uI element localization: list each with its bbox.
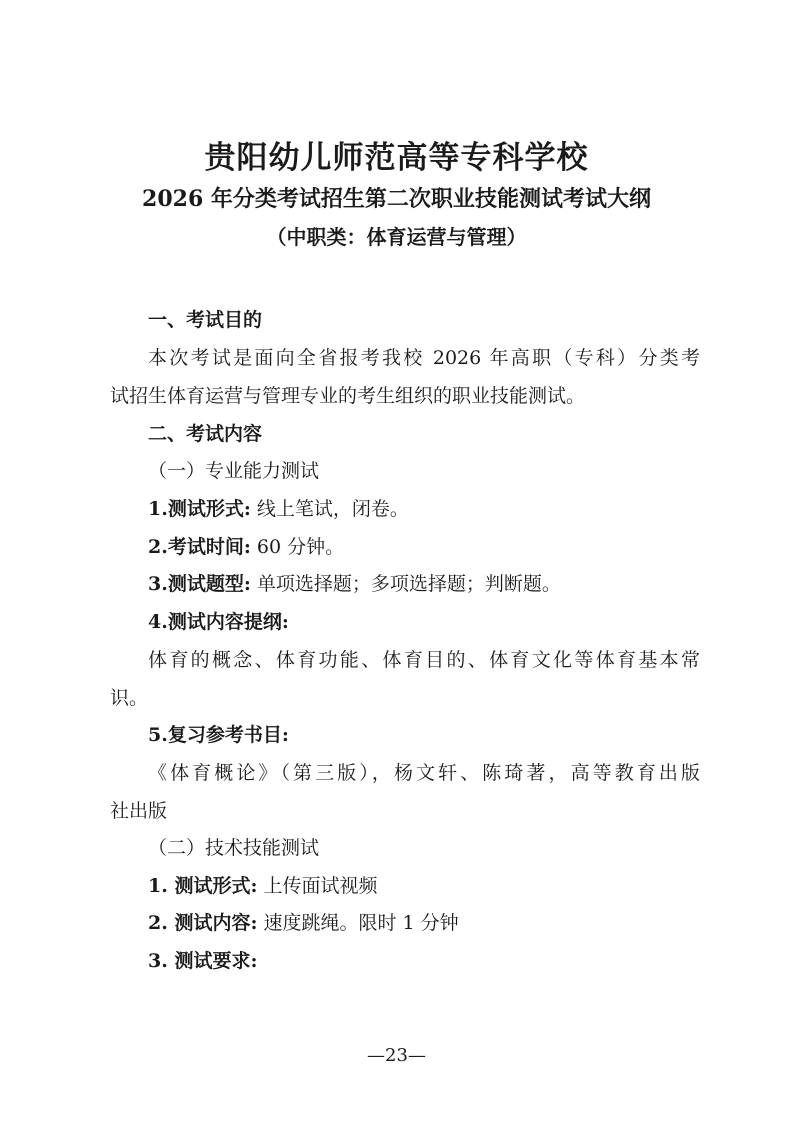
item-label: 2.考试时间: (148, 536, 251, 558)
outline-title: 2026 年分类考试招生第二次职业技能测试考试大纲 (142, 186, 651, 212)
item-skills-form (148, 872, 378, 900)
section-heading-purpose: 一、考试目的 (148, 309, 263, 331)
books-paragraph-line-2: 社出版 (110, 800, 168, 822)
item-value: 速度跳绳。限时 1 分钟 (263, 912, 459, 934)
item-label: 3.测试题型: (148, 573, 251, 595)
item-value: 上传面试视频 (263, 875, 378, 897)
purpose-paragraph-line-1: 本次考试是面向全省报考我校 2026 年高职（专科）分类考 (148, 347, 700, 369)
page-number: —23— (367, 1045, 426, 1066)
item-label: 1. 测试形式: (148, 875, 258, 897)
item-value: 60 分钟。 (256, 536, 345, 558)
outline-paragraph-line-2: 识。 (110, 687, 149, 709)
item-value: 单项选择题；多项选择题；判断题。 (256, 573, 561, 595)
subsection-heading-professional: （一）专业能力测试 (148, 460, 320, 482)
item-value: 线上笔试，闭卷。 (256, 498, 409, 520)
purpose-paragraph-line-2: 试招生体育运营与管理专业的考生组织的职业技能测试。 (110, 385, 586, 407)
section-heading-content: 二、考试内容 (148, 423, 263, 445)
item-label: 2. 测试内容: (148, 912, 258, 934)
item-skills-requirements-label: 3. 测试要求: (148, 950, 258, 972)
item-outline-label: 4.测试内容提纲: (148, 611, 289, 633)
subsection-heading-skills: （二）技术技能测试 (148, 837, 320, 859)
item-books-label: 5.复习参考书目: (148, 724, 289, 746)
books-paragraph-line-1: 《体育概论》（第三版），杨文轩、陈琦著，高等教育出版 (148, 762, 700, 784)
outline-paragraph-line-1: 体育的概念、体育功能、体育目的、体育文化等体育基本常 (148, 649, 700, 671)
item-label: 1.测试形式: (148, 498, 251, 520)
school-name-title: 贵阳幼儿师范高等专科学校 (204, 140, 589, 176)
category-subtitle: （中职类：体育运营与管理） (266, 225, 527, 249)
item-question-types (148, 570, 561, 598)
item-test-time (148, 533, 344, 561)
item-skills-content (148, 909, 459, 937)
item-test-form (148, 495, 409, 523)
